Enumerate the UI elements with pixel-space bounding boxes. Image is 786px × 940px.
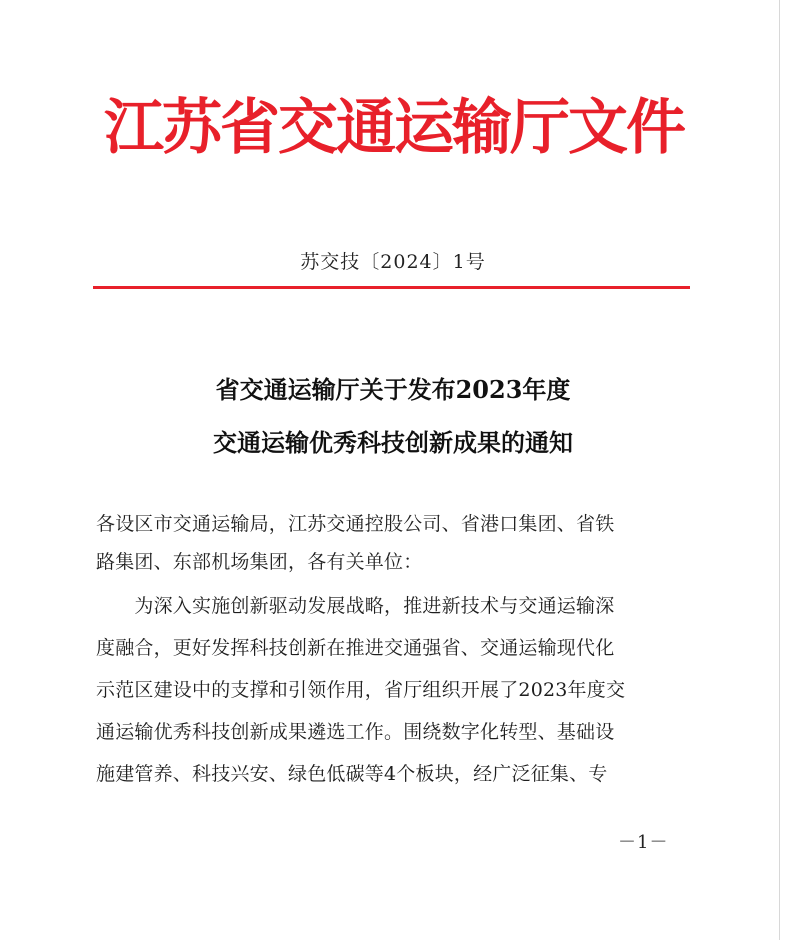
body-text-line: 度融合，更好发挥科技创新在推进交通强省、交通运输现代化	[96, 637, 615, 659]
notice-title-line-2: 交通运输优秀科技创新成果的通知	[213, 428, 573, 457]
red-separator-line	[93, 286, 690, 289]
issuing-authority-header: 江苏省交通运输厅文件	[104, 93, 684, 163]
document-number: 苏交技〔2024〕1号	[300, 251, 486, 273]
body-text-line: 各设区市交通运输局，江苏交通控股公司、省港口集团、省铁	[96, 513, 615, 535]
body-text-line: 示范区建设中的支撑和引领作用，省厅组织开展了2023年度交	[96, 679, 626, 701]
body-text-line: 通运输优秀科技创新成果遴选工作。围绕数字化转型、基础设	[96, 721, 615, 743]
body-text-line: 施建管养、科技兴安、绿色低碳等4个板块，经广泛征集、专	[96, 763, 608, 785]
body-text-line: 为深入实施创新驱动发展战略，推进新技术与交通运输深	[96, 595, 615, 617]
page-number: －1－	[618, 832, 669, 853]
page-edge-divider	[779, 0, 780, 940]
notice-title-line-1: 省交通运输厅关于发布2023年度	[215, 375, 571, 404]
body-text-line: 路集团、东部机场集团，各有关单位：	[96, 551, 423, 573]
